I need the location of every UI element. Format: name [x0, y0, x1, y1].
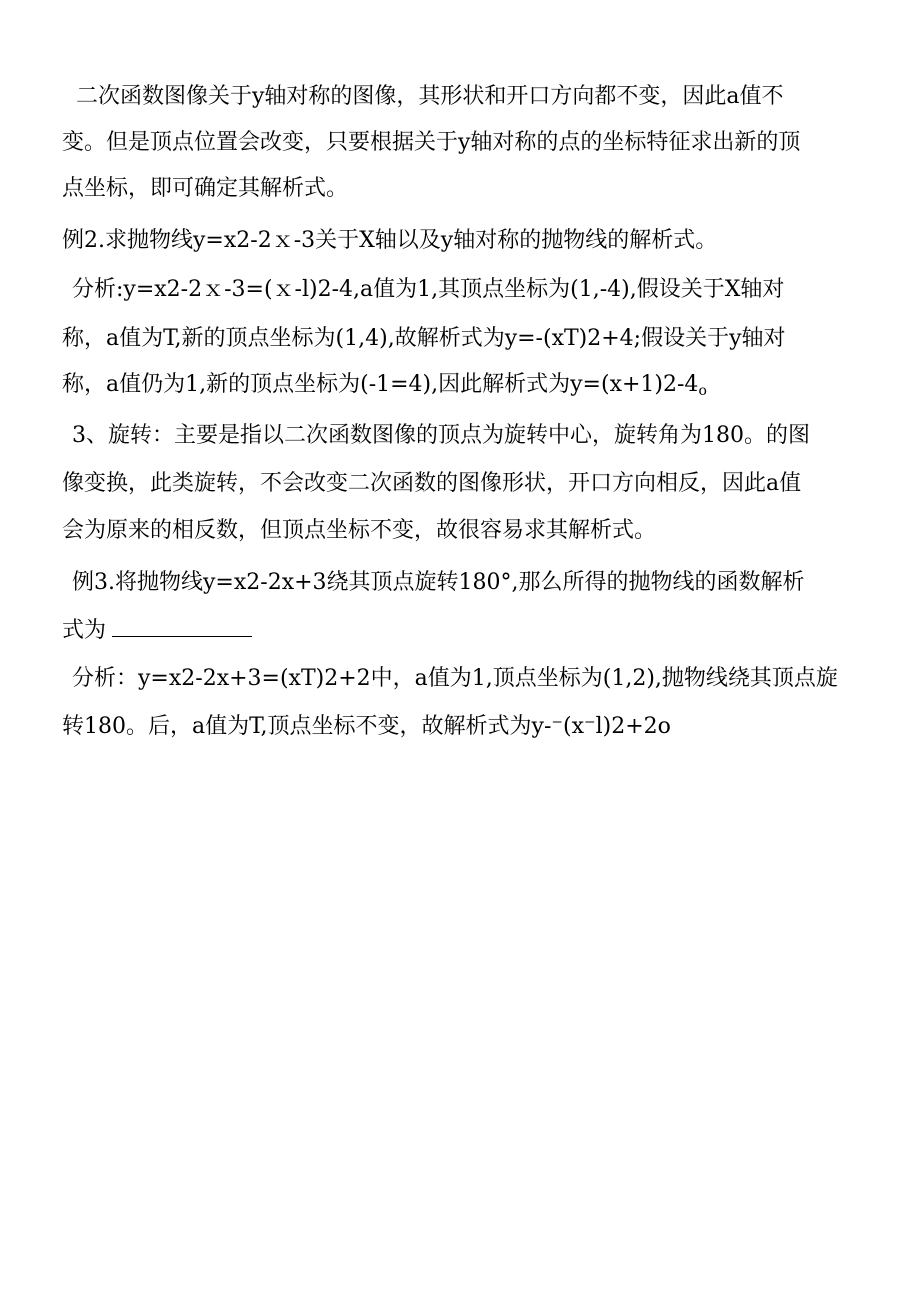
- paragraph-1-line-2: 变。但是顶点位置会改变，只要根据关于y轴对称的点的坐标特征求出新的顶: [62, 130, 801, 155]
- analysis-2-line-2: 称，a值为T,新的顶点坐标为(1,4),故解析式为y=-(xT)2+4;假设关于y轴对: [62, 326, 786, 351]
- example-2-heading: 例2.求抛物线y=x2-2ｘ-3关于X轴以及y轴对称的抛物线的解析式。: [62, 228, 718, 253]
- example-3-line-2: [62, 616, 252, 646]
- analysis-2-line-1: 分析:y=x2-2ｘ-3=(ｘ-l)2-4,a值为1,其顶点坐标为(1,-4),假设关于X轴对: [72, 277, 785, 302]
- analysis-3-line-1: 分析：y=x2-2x+3=(xT)2+2中，a值为1,顶点坐标为(1,2),抛物线绕其顶点旋: [72, 666, 838, 691]
- section-3-line-2: 像变换，此类旋转，不会改变二次函数的图像形状，开口方向相反，因此a值: [62, 471, 802, 496]
- analysis-2-line-3: [62, 370, 707, 406]
- analysis-2-line-3-text: 称，a值仍为1,新的顶点坐标为(-1=4),因此解析式为y=(x+1)2-4: [62, 372, 699, 397]
- section-3-line-1: 3、旋转：主要是指以二次函数图像的顶点为旋转中心，旋转角为180。的图: [72, 423, 810, 448]
- answer-blank: [112, 618, 252, 637]
- analysis-2-trailing-sub: o: [698, 383, 707, 399]
- example-3-line-2-text: 式为: [62, 618, 107, 643]
- analysis-3-line-2: 转180。后，a值为T,顶点坐标不变，故解析式为y-⁻(x⁻l)2+2o: [62, 714, 671, 739]
- paragraph-1-line-1: 二次函数图像关于y轴对称的图像，其形状和开口方向都不变，因此a值不: [76, 84, 784, 109]
- example-3-line-1: 例3.将抛物线y=x2-2x+3绕其顶点旋转180°,那么所得的抛物线的函数解析: [72, 570, 805, 595]
- section-3-line-3: 会为原来的相反数，但顶点坐标不变，故很容易求其解析式。: [62, 518, 657, 543]
- paragraph-1-line-3: 点坐标，即可确定其解析式。: [62, 176, 349, 201]
